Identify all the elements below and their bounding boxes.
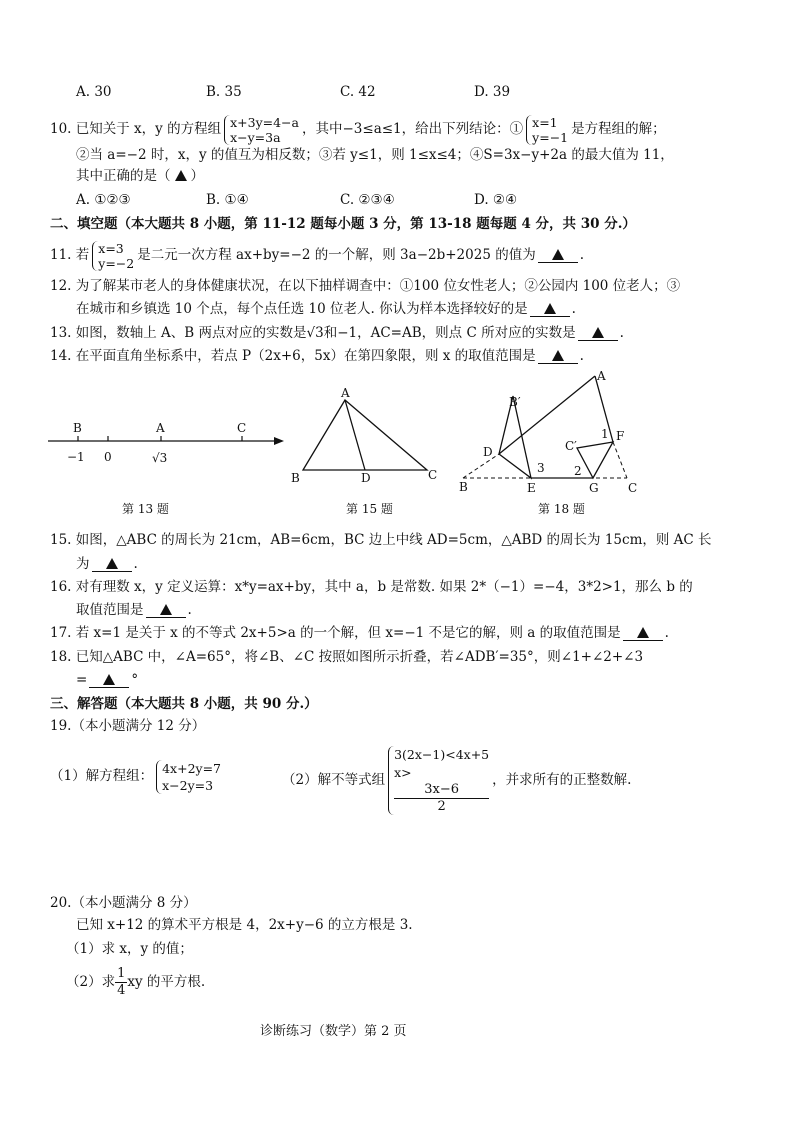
q17-text: 17. 若 x=1 是关于 x 的不等式 2x+5>a 的一个解，但 x=−1 不是它的解，则 a 的取值范围是 <box>50 625 621 641</box>
q10-option-b: B. ①④ <box>206 192 249 208</box>
q12-line2: 在城市和乡镇选 10 个点，每个点任选 10 位老人. 你认为样本选择较好的是 . <box>76 301 576 317</box>
q19-eq1: 4x+2y=7 <box>162 760 222 776</box>
q10-eq1: x+3y=4−a <box>230 114 299 130</box>
q11-pre: 11. 若 <box>50 247 90 263</box>
q10-mid: ，其中−3≤a≤1，给出下列结论：① <box>301 121 524 137</box>
answer-triangle-icon <box>103 674 115 685</box>
q19-part2-text: （2）解不等式组 <box>282 772 386 788</box>
q9-option-b: B. 35 <box>206 84 242 100</box>
answer-triangle-icon <box>160 604 172 615</box>
q20-title: 20.（本小题满分 8 分） <box>50 895 197 911</box>
q20-part2-pre: （2）求 <box>66 974 116 990</box>
answer-triangle-icon <box>592 327 604 338</box>
q19-part1 <box>50 758 224 794</box>
q10-post: 是方程组的解； <box>571 121 666 137</box>
point-b-prime-label: B′ <box>509 395 521 409</box>
point-b-label: B <box>73 421 82 435</box>
answer-blank <box>530 302 570 317</box>
answer-blank <box>578 326 618 341</box>
point-e-label: E <box>527 481 536 495</box>
q20-part2 <box>66 964 205 1000</box>
q16-line1: 16. 对有理数 x，y 定义运算：x*y=ax+by，其中 a，b 是常数. 如果 2*（−1）=−4，3*2>1，那么 b 的 <box>50 579 693 595</box>
question-10-line1 <box>50 112 666 146</box>
tick-zero: 0 <box>104 450 112 464</box>
q16-line2-text: 取值范围是 <box>76 602 144 618</box>
point-d-label: D <box>483 445 493 459</box>
answer-triangle-icon <box>544 303 556 314</box>
q10-eq2: x−y=3a <box>230 129 281 145</box>
q19-inequality-system <box>388 746 489 815</box>
q19-part1-text: （1）解方程组： <box>50 768 154 784</box>
figure-15-caption: 第 15 题 <box>346 502 393 516</box>
question-11: 11. 若 x=3 y=−2 是二元一次方程 ax+by=−2 的一个解，则 3a−2b+2025 的值为 . <box>50 240 584 271</box>
q10-option-c: C. ②③④ <box>340 192 395 208</box>
q20-denominator: 4 <box>117 983 126 998</box>
q19-eq2: x−2y=3 <box>162 777 214 793</box>
angle-1-label: 1 <box>601 427 609 441</box>
q18-line2 <box>76 670 138 690</box>
vertex-a-label: A <box>597 369 606 383</box>
page-footer: 诊断练习（数学）第 2 页 <box>260 1024 407 1039</box>
answer-triangle-icon <box>637 627 649 638</box>
q15-line2: 为 . <box>76 556 138 572</box>
section-3-title: 三、解答题（本大题共 8 小题，共 90 分.） <box>50 696 318 712</box>
q16-line2: 取值范围是 . <box>76 602 192 618</box>
q19-part2-post: ，并求所有的正整数解. <box>492 772 632 788</box>
q11-post: 是二元一次方程 ax+by=−2 的一个解，则 3a−2b+2025 的值为 <box>137 247 536 263</box>
answer-blank <box>538 248 578 263</box>
figure-18-caption: 第 18 题 <box>538 502 585 516</box>
q10-line3 <box>76 166 204 186</box>
answer-blank <box>146 603 186 618</box>
vertex-a-label: A <box>341 386 350 400</box>
q10-option-a: A. ①②③ <box>76 192 131 208</box>
answer-triangle-icon <box>106 558 118 569</box>
point-a-label: A <box>156 421 165 435</box>
q20-fraction <box>115 966 127 999</box>
q19-system <box>156 760 221 794</box>
q10-line2: ②当 a=−2 时，x，y 的值互为相反数；③若 y≤1，则 1≤x≤4；④S=3x−y+2a 的最大值为 11， <box>76 147 674 163</box>
q20-numerator: 1 <box>117 966 126 981</box>
q20-part1: （1）求 x，y 的值； <box>66 941 193 957</box>
q10-pre: 10. 已知关于 x，y 的方程组 <box>50 121 222 137</box>
q13-text: 13. 如图，数轴上 A、B 两点对应的实数是√3和−1，AC=AB，则点 C 所对应的实数是 <box>50 325 576 341</box>
point-f-label: F <box>616 429 625 443</box>
q10-sol-x: x=1 <box>532 114 558 130</box>
q12-line2-text: 在城市和乡镇选 10 个点，每个点任选 10 位老人. 你认为样本选择较好的是 <box>76 301 528 317</box>
answer-blank <box>92 557 132 572</box>
q15-line1: 15. 如图，△ABC 的周长为 21cm，AB=6cm，BC 边上中线 AD=5cm，△ABD 的周长为 15cm，则 AC 长 <box>50 532 712 548</box>
q11-system <box>92 241 134 271</box>
answer-blank <box>538 349 578 364</box>
q18-equals: = <box>76 672 88 688</box>
vertex-b-label: B <box>459 480 468 494</box>
q20-part2-post: xy 的平方根. <box>127 974 206 990</box>
answer-blank <box>89 673 129 688</box>
figure-18-folding <box>455 368 645 496</box>
point-c-prime-label: C′ <box>565 439 577 453</box>
q19-fraction <box>394 782 489 815</box>
answer-triangle-icon <box>552 249 564 260</box>
q20-line1: 已知 x+12 的算术平方根是 4，2x+y−6 的立方根是 3. <box>76 917 413 933</box>
question-14: 14. 在平面直角坐标系中，若点 P（2x+6，5x）在第四象限，则 x 的取值范围是 . <box>50 348 584 364</box>
q10-line3-end: ） <box>190 168 204 184</box>
answer-triangle-icon <box>552 350 564 361</box>
q10-sol-y: y=−1 <box>532 129 569 145</box>
tick-minus-one: −1 <box>67 450 85 464</box>
vertex-c-label: C <box>628 481 638 495</box>
q14-text: 14. 在平面直角坐标系中，若点 P（2x+6，5x）在第四象限，则 x 的取值范围是 <box>50 348 536 364</box>
q11-eq2: y=−2 <box>98 255 135 271</box>
figure-13-caption: 第 13 题 <box>122 502 169 516</box>
q10-solution <box>526 115 568 145</box>
figure-13-number-line <box>40 415 290 470</box>
question-13: 13. 如图，数轴上 A、B 两点对应的实数是√3和−1，AC=AB，则点 C 所对应的实数是 . <box>50 325 624 341</box>
midpoint-d-label: D <box>361 471 371 485</box>
q19-numerator: 3x−6 <box>394 782 489 799</box>
q9-option-d: D. 39 <box>474 84 511 100</box>
tick-sqrt3: √3 <box>152 451 168 465</box>
point-c-label: C <box>237 421 247 435</box>
answer-triangle-icon <box>175 170 187 181</box>
q19-ineq1: 3(2x−1)<4x+5 <box>394 747 490 762</box>
q19-denominator: 2 <box>437 799 446 814</box>
answer-blank <box>623 626 663 641</box>
question-17: 17. 若 x=1 是关于 x 的不等式 2x+5>a 的一个解，但 x=−1 不是它的解，则 a 的取值范围是 . <box>50 625 669 641</box>
q18-degree: ° <box>131 672 139 688</box>
figure-15-triangle <box>285 385 445 490</box>
angle-2-label: 2 <box>574 464 582 478</box>
q19-ineq2 <box>394 764 489 815</box>
q18-line1: 18. 已知△ABC 中，∠A=65°，将∠B、∠C 按照如图所示折叠，若∠ADB′=35°，则∠1+∠2+∠3 <box>50 649 644 665</box>
q9-option-c: C. 42 <box>340 84 376 100</box>
q10-option-d: D. ②④ <box>474 192 518 208</box>
q10-system <box>224 115 299 145</box>
q19-ineq2-pre: x> <box>394 765 412 780</box>
q9-option-a: A. 30 <box>76 84 112 100</box>
section-2-title: 二、填空题（本大题共 8 小题，第 11-12 题每小题 3 分，第 13-18 题每题 4 分，共 30 分.） <box>50 216 636 232</box>
point-g-label: G <box>589 481 599 495</box>
q19-title: 19.（本小题满分 12 分） <box>50 718 206 734</box>
q12-line1: 12. 为了解某市老人的身体健康状况，在以下抽样调查中：①100 位女性老人；②公园内 100 位老人；③ <box>50 278 681 294</box>
q19-part2 <box>282 746 631 815</box>
q15-line2-text: 为 <box>76 556 90 572</box>
q11-eq1: x=3 <box>98 240 124 256</box>
vertex-c-label: C <box>428 468 438 482</box>
angle-3-label: 3 <box>537 461 545 475</box>
q10-line3-text: 其中正确的是（ <box>76 168 171 184</box>
vertex-b-label: B <box>291 471 300 485</box>
